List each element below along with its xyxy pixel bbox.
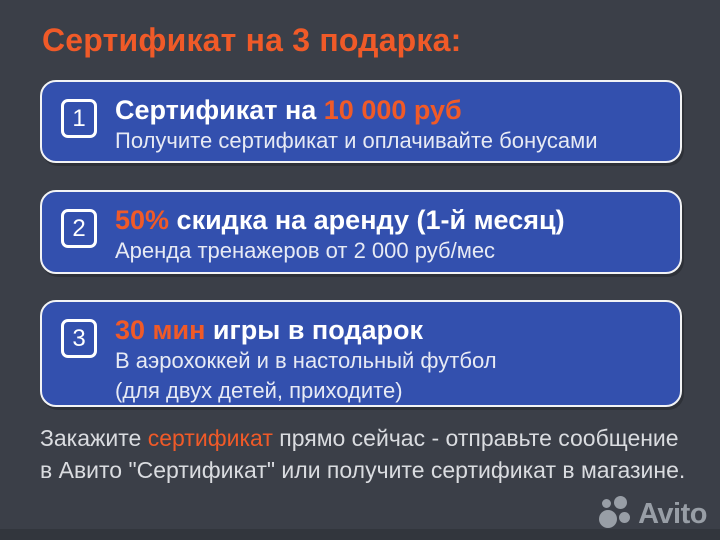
offer-subtitle: Получите сертификат и оплачивайте бонусами — [115, 128, 598, 154]
offer-card-1 — [40, 80, 682, 163]
offer-number-badge: 3 — [61, 319, 97, 358]
call-to-action-text — [40, 423, 696, 486]
cta-text-accent: сертификат — [147, 425, 273, 451]
bottom-edge-shade — [0, 529, 720, 540]
page-title: Сертификат на 3 подарка: — [42, 22, 462, 58]
avito-logo-text: Avito — [638, 497, 707, 530]
avito-dot-icon — [619, 512, 630, 523]
offer-number-badge: 2 — [61, 209, 97, 248]
avito-dot-icon — [599, 510, 617, 528]
offer-title-accent: 10 000 руб — [323, 95, 462, 125]
avito-logo — [599, 496, 707, 532]
offer-title-part: скидка на аренду (1-й месяц) — [169, 205, 565, 235]
offer-card-text — [115, 205, 666, 265]
offer-card-text — [115, 315, 666, 405]
offer-title-part: Сертификат на — [115, 95, 324, 125]
offer-card-3 — [40, 300, 682, 407]
offer-title — [115, 95, 666, 125]
avito-logo-icon — [599, 496, 633, 532]
offer-title — [115, 205, 666, 235]
offer-title-accent: 30 мин — [115, 315, 206, 345]
offer-card-text — [115, 95, 666, 155]
cta-text-part: Закажите — [40, 425, 148, 451]
cta-text-part: прямо сейчас - отправьте сообщение в Авито "Сертификат" или получите сертификат в магазине. — [40, 425, 686, 483]
offer-card-2 — [40, 190, 682, 274]
offer-number-badge: 1 — [61, 99, 97, 138]
offer-title-accent: 50% — [115, 205, 170, 235]
offer-subtitle: Аренда тренажеров от 2 000 руб/мес — [115, 238, 496, 264]
offer-title-part: игры в подарок — [205, 315, 424, 345]
avito-dot-icon — [614, 496, 627, 509]
offer-subtitle: В аэрохоккей и в настольный футбол — [115, 348, 497, 374]
offer-subtitle: (для двух детей, приходите) — [115, 378, 403, 404]
offer-title — [115, 315, 666, 345]
avito-dot-icon — [602, 499, 611, 508]
